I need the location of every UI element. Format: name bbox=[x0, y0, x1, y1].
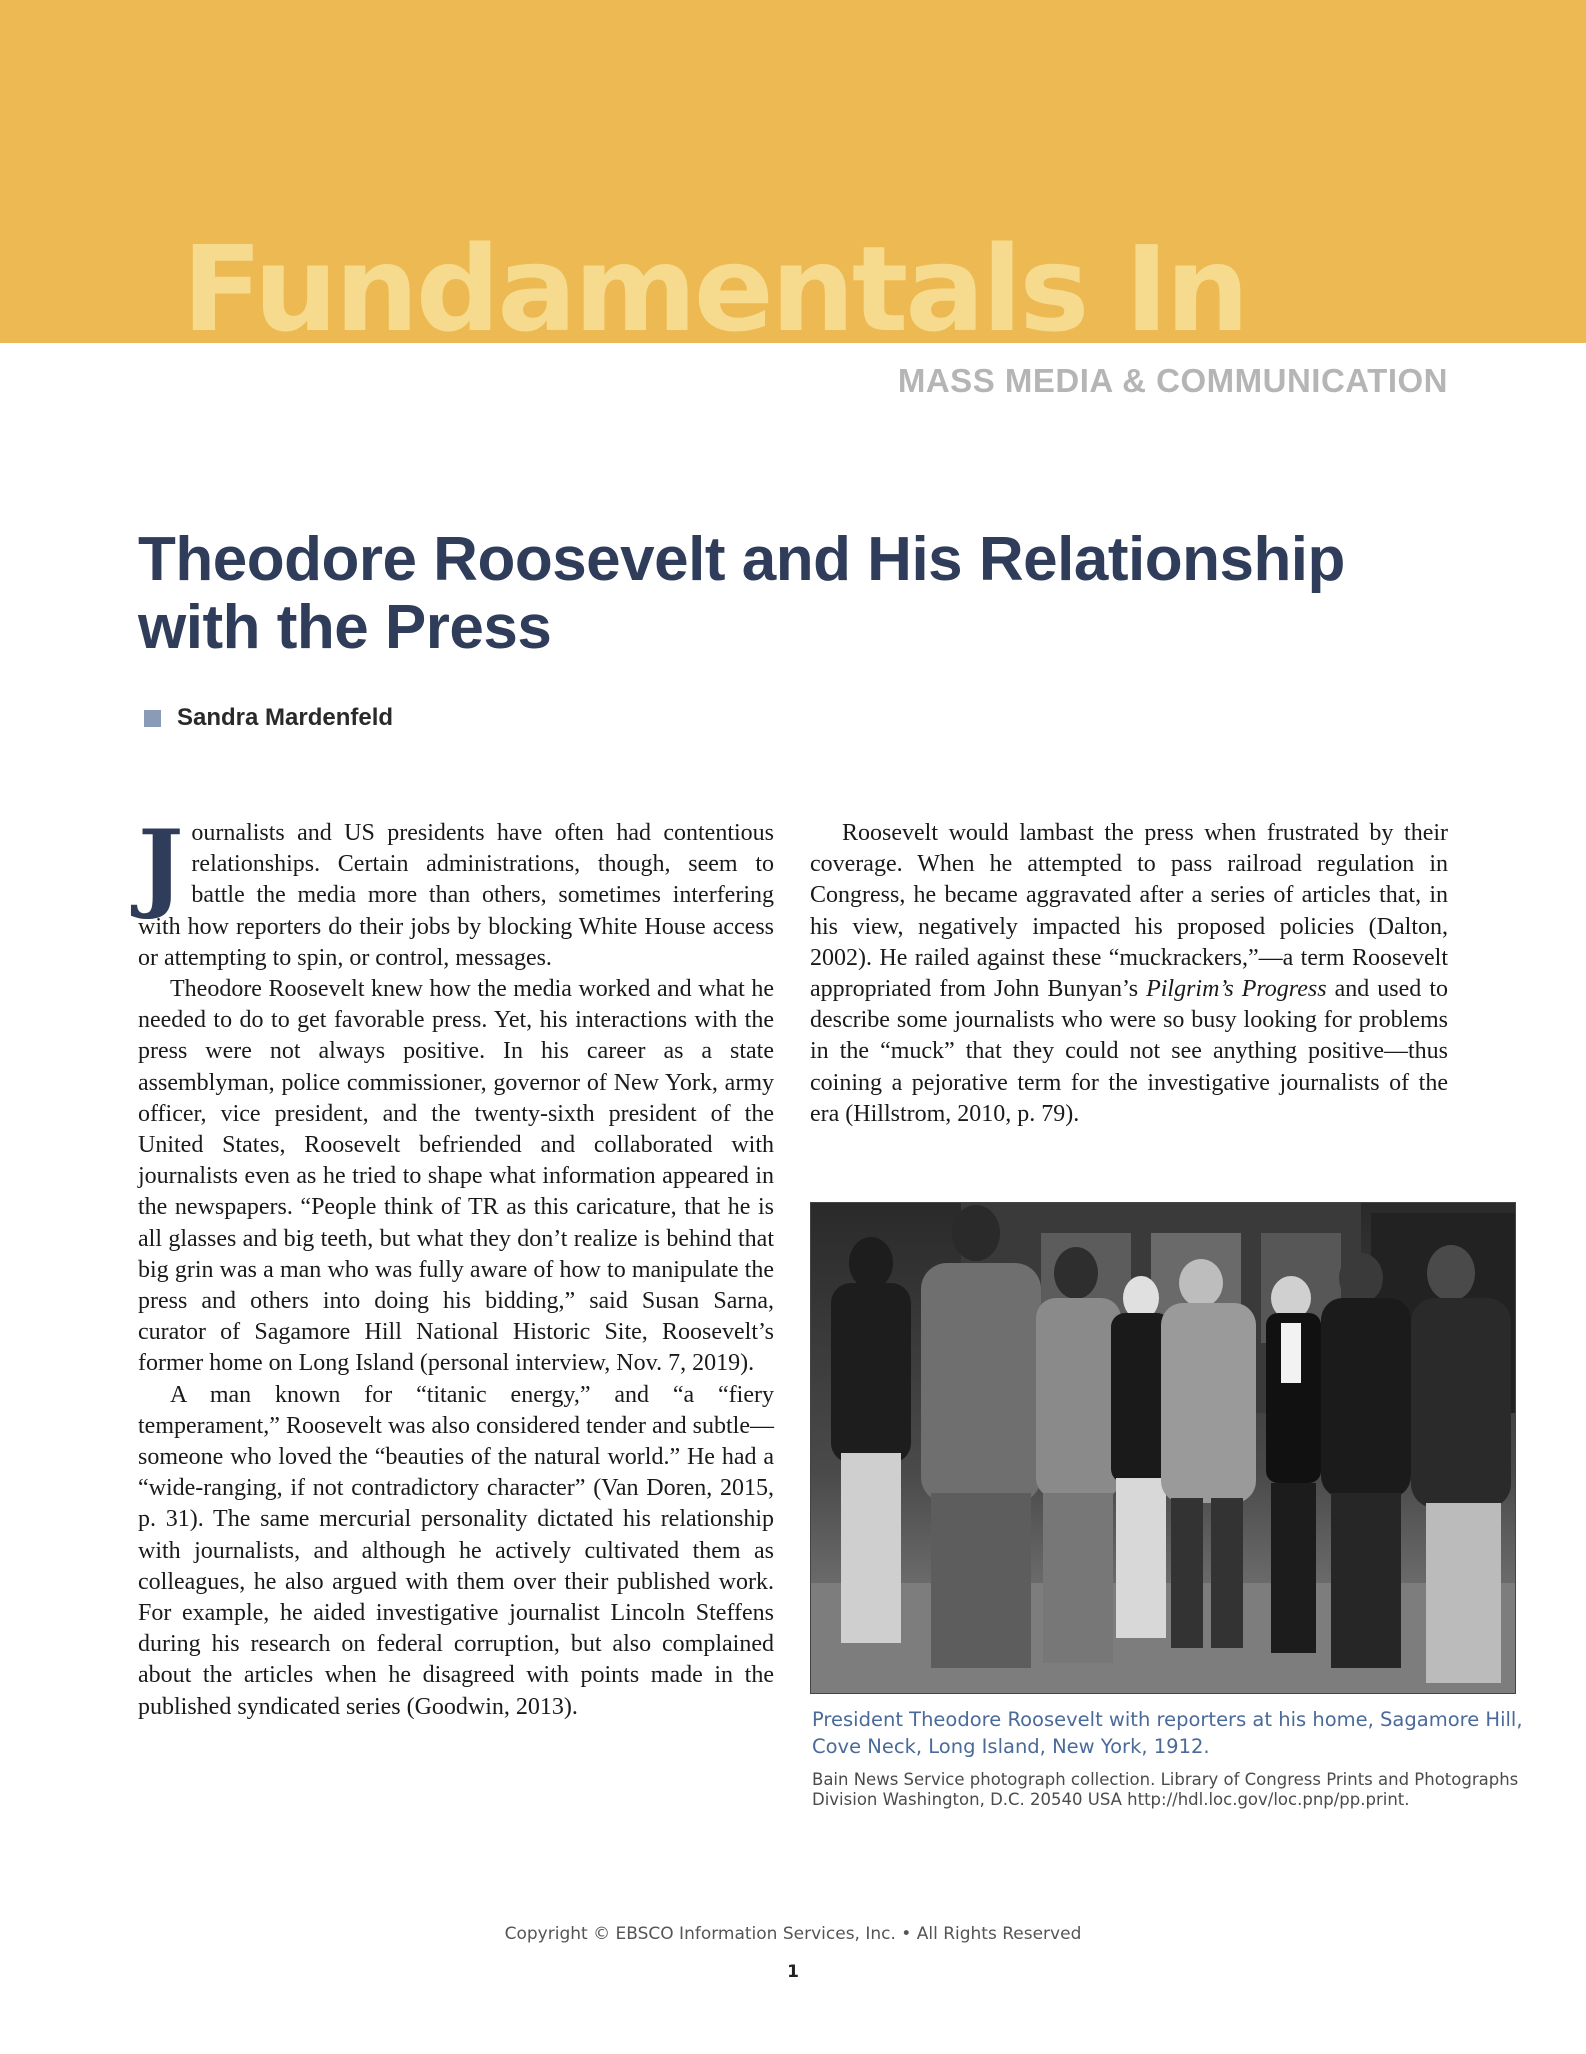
square-bullet-icon bbox=[144, 710, 161, 727]
article-title bbox=[138, 526, 1398, 662]
paragraph-1 bbox=[138, 809, 774, 974]
paragraph-4-text-b: and used to describe some journalists who were so busy looking for problems in the “muck” that they could not see anything positive—thus coining a pejorative term for the investigative journalists of the era (Hillstrom, 2010, p. 79). bbox=[810, 976, 1448, 1127]
drop-cap: J bbox=[138, 809, 184, 922]
copyright-notice: Copyright © EBSCO Information Services, Inc. • All Rights Reserved bbox=[504, 1924, 1082, 1944]
author-name: Sandra Mardenfeld bbox=[177, 704, 394, 731]
paragraph-1-text: ournalists and US presidents have often had contentious relationships. Certain administrations, though, seem to battle the media more than others, sometimes interfering with how reporters do their jobs by blocking White House access or attempting to spin, or control, messages. bbox=[138, 820, 774, 971]
subject-heading: MASS MEDIA & COMMUNICATION bbox=[897, 362, 1448, 399]
left-column bbox=[138, 809, 774, 1723]
figure-credit: Bain News Service photograph collection. Library of Congress Prints and Photographs Division Washington, D.C. 20540 USA http://hdl.loc.gov/loc.pnp/pp.print. bbox=[812, 1770, 1519, 1809]
paragraph-4-text-a: Roosevelt would lambast the press when frustrated by their coverage. When he attempted to pass railroad regulation in Congress, he became aggravated after a series of articles that, in his view, negatively impacted his proposed policies (Dalton, 2002). He railed against these “muckrackers,”—a term Roosevelt appropriated from John Bunyan’s bbox=[810, 820, 1448, 1003]
header-banner bbox=[0, 0, 1586, 343]
right-column bbox=[810, 818, 1448, 1130]
book-title: Pilgrim’s Progress bbox=[1146, 976, 1327, 1003]
title-line-1: Theodore Roosevelt and His Relationship bbox=[138, 525, 1345, 594]
figure-caption: President Theodore Roosevelt with reporters at his home, Sagamore Hill, Cove Neck, Long Island, New York, 1912. bbox=[812, 1708, 1523, 1758]
title-line-2: with the Press bbox=[138, 593, 552, 662]
historical-photo bbox=[810, 1202, 1516, 1694]
series-title: Fundamentals In bbox=[182, 220, 1247, 343]
paragraph-4 bbox=[810, 818, 1448, 1130]
page-number: 1 bbox=[787, 1962, 799, 1982]
paragraph-2: Theodore Roosevelt knew how the media worked and what he needed to do to get favorable press. Yet, his interactions with the press were not always positive. In his career as a state assemblyman, police commissioner, governor of New York, army officer, vice president, and the twenty-sixth president of the United States, Roosevelt befriended and collaborated with journalists even as he tried to shape what information appeared in the newspapers. “People think of TR as this caricature, that he is all glasses and big teeth, but what they don’t realize is behind that big grin was a man who was fully aware of how to manipulate the press and others into doing his bidding,” said Susan Sarna, curator of Sagamore Hill National Historic Site, Roosevelt’s former home on Long Island (personal interview, Nov. 7, 2019). bbox=[138, 976, 774, 1377]
author-byline bbox=[144, 704, 393, 732]
paragraph-3: A man known for “titanic energy,” and “a “fiery temperament,” Roosevelt was also considered tender and subtle—someone who loved the “beauties of the natural world.” He had a “wide-ranging, if not contradictory character” (Van Doren, 2015, p. 31). The same mercurial personality dictated his relationship with journalists, and although he actively cultivated them as colleagues, he also argued with them over their published work. For example, he aided investigative journalist Lincoln Steffens during his research on federal corruption, but also complained about the articles when he disagreed with points made in the published syndicated series (Goodwin, 2013). bbox=[138, 1381, 774, 1720]
